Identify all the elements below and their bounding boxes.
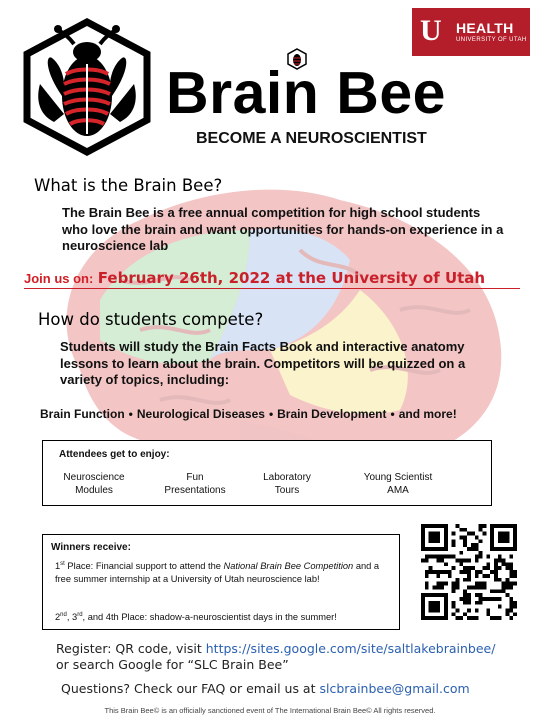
perk-line: Fun <box>186 472 204 483</box>
attendee-perk <box>242 471 332 497</box>
attendees-title: Attendees get to enjoy: <box>59 449 170 460</box>
ordinal: 1 <box>55 561 61 572</box>
university-label: UNIVERSITY OF UTAH <box>456 37 527 43</box>
event-divider <box>24 288 520 289</box>
perk-line: Modules <box>75 485 113 496</box>
topic-separator: • <box>268 407 274 421</box>
ordinal-suffix: rd <box>77 612 83 618</box>
event-label: Join us on: <box>24 271 94 286</box>
u-logo-mark: U <box>420 14 442 47</box>
perk-line: Presentations <box>164 485 226 496</box>
perk-line: AMA <box>387 485 409 496</box>
ordinal-suffix: nd <box>60 612 67 618</box>
health-label: HEALTH <box>456 20 514 36</box>
register-search-hint: or search Google for “SLC Brain Bee” <box>56 657 289 672</box>
topic-separator: • <box>390 407 395 421</box>
prize-text: Place: Financial support to attend the <box>64 561 224 572</box>
topic-item: Brain Development <box>277 407 387 421</box>
winners-box <box>42 534 400 630</box>
attendee-perk <box>353 471 443 497</box>
register-prefix: Register: QR code, visit <box>56 641 206 656</box>
topic-item: Brain Function <box>40 407 125 421</box>
brain-bee-logo <box>18 18 156 156</box>
topic-item: Neurological Diseases <box>136 407 265 421</box>
registration-qr-code[interactable] <box>421 524 517 620</box>
topics-list <box>40 407 457 421</box>
ordinal-suffix: st <box>60 561 65 567</box>
how-body: Students will study the Brain Facts Book and interactive anatomy lessons to learn about the brain. Competitors will be quizzed on a variety of topics, including: <box>60 339 466 387</box>
prize-text: and a free summer internship at a University of Utah neuroscience lab! <box>55 561 380 584</box>
how-heading: How do students compete? <box>38 310 264 329</box>
registration-link[interactable]: https://sites.google.com/site/saltlakebrainbee/ <box>205 641 496 656</box>
what-heading: What is the Brain Bee? <box>34 176 223 195</box>
contact-email-link[interactable]: slcbrainbee@gmail.com <box>319 681 470 696</box>
perk-line: Neuroscience <box>63 472 125 483</box>
questions-line <box>61 681 470 696</box>
runner-up-prize <box>55 609 395 624</box>
topic-separator: • <box>128 407 133 421</box>
topic-item: and more! <box>398 407 457 421</box>
register-info <box>56 641 495 673</box>
ordinal: 2 <box>55 612 61 623</box>
attendees-box <box>42 440 492 506</box>
questions-prefix: Questions? Check our FAQ or email us at <box>61 681 320 696</box>
perk-line: Young Scientist <box>363 472 433 483</box>
event-date: February 26th, 2022 at the University of Utah <box>97 269 486 287</box>
first-place-prize <box>55 558 395 585</box>
what-body: The Brain Bee is a free annual competition for high school students who love the brain and want opportunities for hands-on experience in a neuroscience lab <box>62 205 504 253</box>
page-subtitle: BECOME A NEUROSCIENTIST <box>196 130 427 147</box>
perk-line: Laboratory <box>263 472 311 483</box>
footer-note: This Brain Bee© is an officially sanctioned event of The International Brain Bee© All rights reserved. <box>104 706 436 715</box>
attendee-perk <box>49 471 139 497</box>
event-line <box>24 269 485 288</box>
winners-title: Winners receive: <box>51 542 131 553</box>
attendee-perk <box>150 471 240 497</box>
page-title: Brain Bee <box>166 60 446 126</box>
prize-emphasis: National Brain Bee Competition <box>223 561 354 572</box>
ordinal: , 3 <box>66 612 78 623</box>
prize-text: , and 4th Place: shadow-a-neuroscientist days in the summer! <box>82 612 337 623</box>
perk-line: Tours <box>274 485 300 496</box>
university-of-utah-health-logo <box>412 8 530 56</box>
